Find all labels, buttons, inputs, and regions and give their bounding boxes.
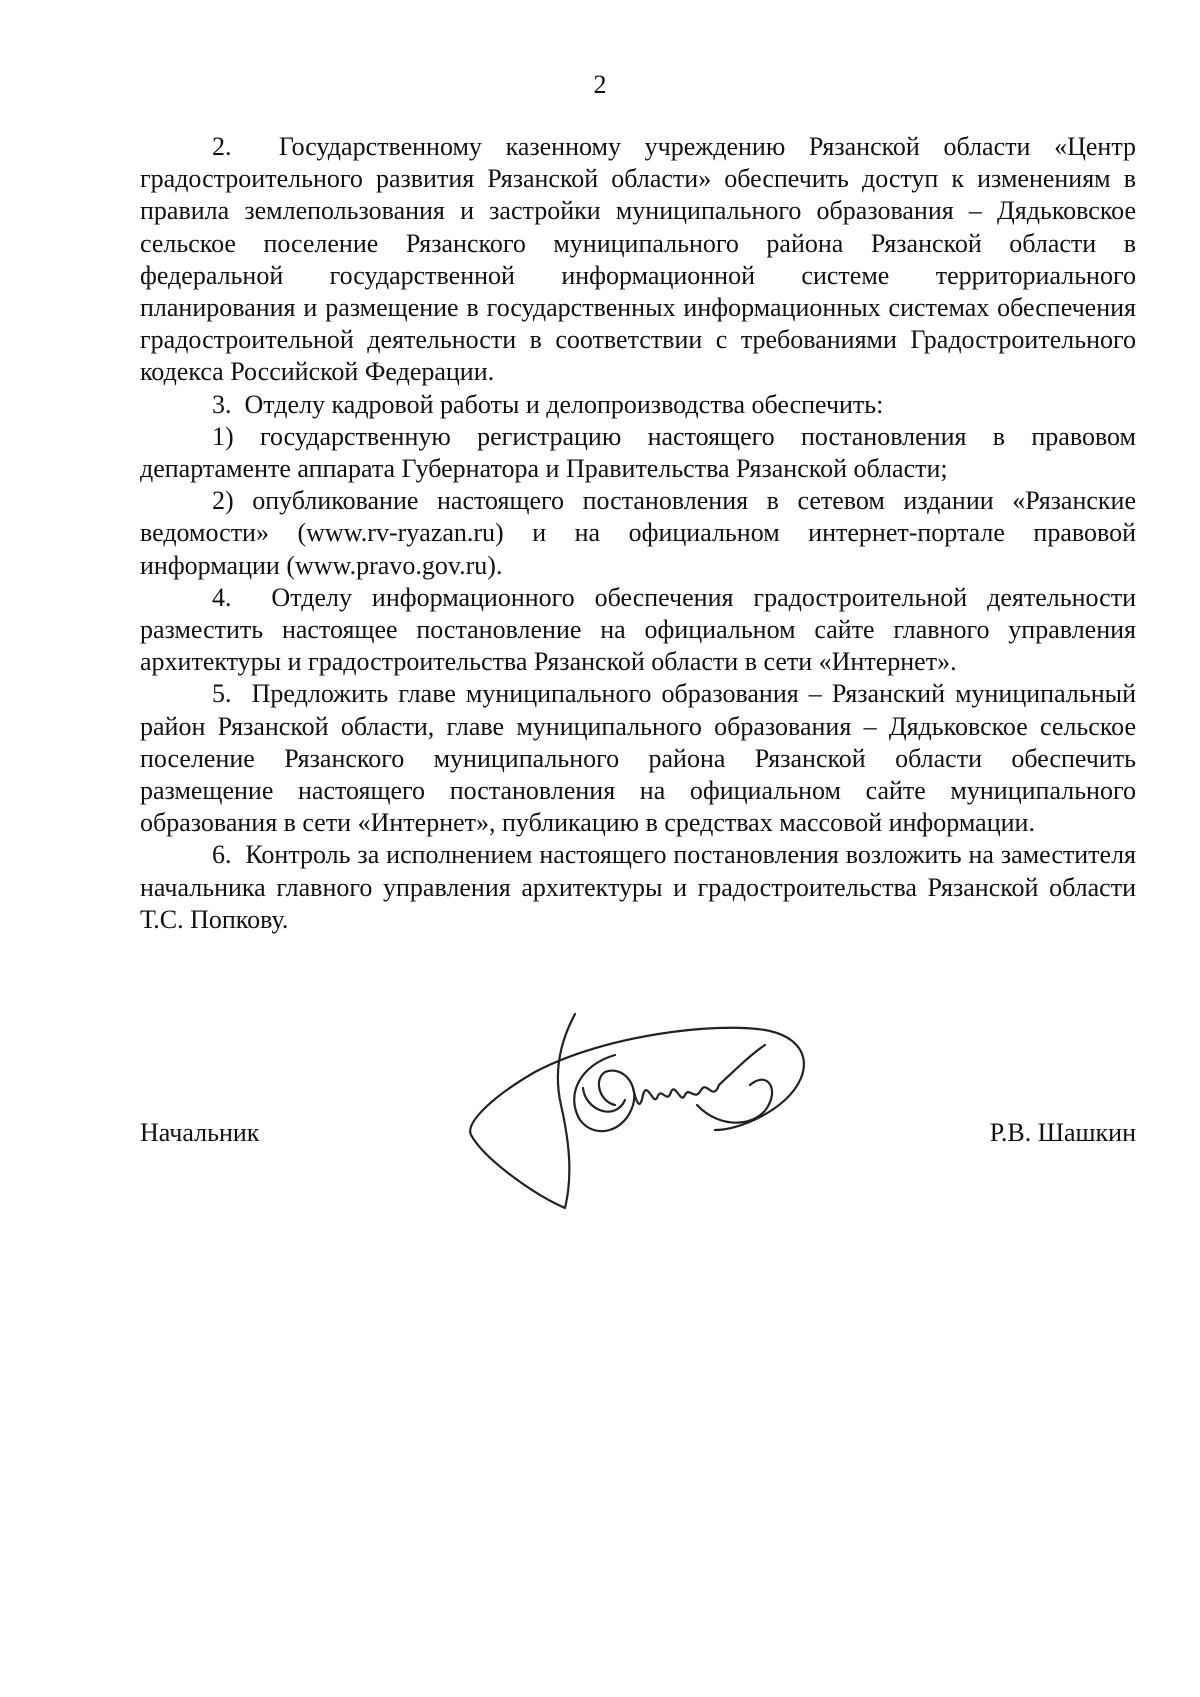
page-number: 2 xyxy=(593,70,607,99)
handwritten-signature xyxy=(465,1010,825,1215)
paragraph-3-item-1: 1) государственную регистрацию настоящего постановления в правовом департаменте аппарата Губернатора и Правительства Рязанской области; xyxy=(140,421,1136,484)
paragraph-3-item-2: 2) опубликование настоящего постановления в сетевом издании «Рязанские ведомости» (www.rv-ryazan.ru) и на официальном интернет-портале правовой информации (www.pravo.gov.ru). xyxy=(140,486,1136,580)
paragraph-5: 5. Предложить главе муниципального образования – Рязанский муниципальный район Рязанской области, главе муниципального образования – Дядьковское сельское поселение Рязанского муниципального района Рязанской области обеспечить размещение настоящего постановления на официальном сайте муниципального образования в сети «Интернет», публикацию в средствах массовой информации. xyxy=(140,679,1136,838)
signatory-name: Р.В. Шашкин xyxy=(989,1118,1136,1147)
paragraph-6: 6. Контроль за исполнением настоящего постановления возложить на заместителя начальника главного управления архитектуры и градостроительства Рязанской области Т.С. Попкову. xyxy=(140,840,1136,934)
paragraph-3: 3. Отделу кадровой работы и делопроизводства обеспечить: xyxy=(212,389,884,419)
paragraph-4: 4. Отделу информационного обеспечения градостроительной деятельности разместить настоящее постановление на официальном сайте главного управления архитектуры и градостроительства Рязанской области в сети «Интернет». xyxy=(140,582,1136,677)
signature-block xyxy=(140,1117,1136,1157)
document-body xyxy=(140,131,1136,936)
position-title: Начальник xyxy=(140,1118,260,1147)
paragraph-2: 2. Государственному казенному учреждению Рязанской области «Центр градостроительного развития Рязанской области» обеспечить доступ к изменениям в правила землепользования и застройки муниципального образования – Дядьковское сельское поселение Рязанского муниципального района Рязанской области в федеральной государственной информационной системе территориального планирования и размещение в государственных информационных системах обеспечения градостроительной деятельности в соответствии с требованиями Градостроительного кодекса Российской Федерации. xyxy=(140,132,1136,387)
